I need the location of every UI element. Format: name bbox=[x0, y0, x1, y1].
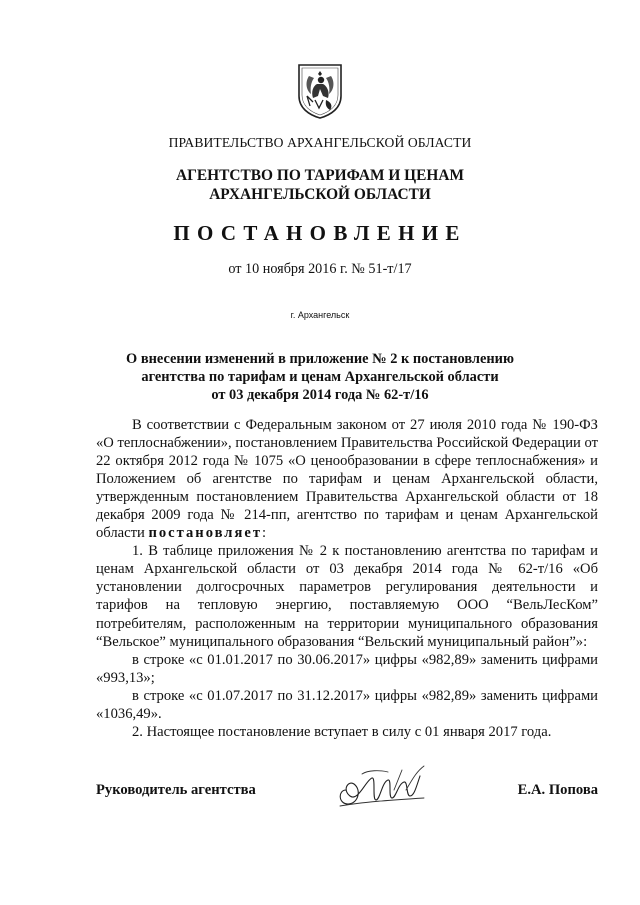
agency-title-line1: АГЕНТСТВО ПО ТАРИФАМ И ЦЕНАМ bbox=[175, 167, 465, 184]
date-number: от 10 ноября 2016 г. № 51-т/17 bbox=[228, 261, 412, 277]
city: г. Архангельск bbox=[290, 310, 350, 320]
subject-line1: О внесении изменений в приложение № 2 к постановлению bbox=[126, 351, 514, 367]
item-2: 2. Настоящее постановление вступает в силу с 01 января 2017 года. bbox=[132, 723, 552, 740]
preamble-text: В соответствии с Федеральным законом от 27 июля 2010 года № 190-ФЗ «О теплоснабжении», постановлением Правительства Российской Федерации от 22 октября 2012 года № 1075 «О ценообразовании в сфере теплоснабжения» и Положением об агентстве по тарифам и ценам Архангельской области, утвержденным постановлением Правительства Архангельской области от 18 декабря 2009 года № 214-пп, агентство по тарифам и ценам Архангельской области bbox=[96, 417, 598, 542]
coat-of-arms-icon bbox=[295, 62, 345, 120]
subject-line3: от 03 декабря 2014 года № 62-т/16 bbox=[211, 387, 429, 403]
agency-title-line2: АРХАНГЕЛЬСКОЙ ОБЛАСТИ bbox=[209, 186, 431, 203]
item-1-change-b: в строке «с 01.07.2017 по 31.12.2017» цифры «982,89» заменить цифрами «1036,49». bbox=[96, 687, 598, 722]
signatory-name: Е.А. Попова bbox=[517, 782, 598, 798]
decrees-word: постановляет bbox=[148, 525, 263, 542]
signature-image bbox=[332, 760, 432, 812]
document-body bbox=[96, 416, 598, 741]
subject-line2: агентства по тарифам и ценам Архангельской области bbox=[141, 369, 499, 385]
agency-title bbox=[0, 166, 640, 204]
signatory-position: Руководитель агентства bbox=[96, 782, 256, 798]
item-1-change-a: в строке «с 01.01.2017 по 30.06.2017» цифры «982,89» заменить цифрами «993,13»; bbox=[96, 651, 598, 686]
government-title: ПРАВИТЕЛЬСТВО АРХАНГЕЛЬСКОЙ ОБЛАСТИ bbox=[168, 135, 472, 150]
subject-heading bbox=[0, 350, 640, 404]
item-1: 1. В таблице приложения № 2 к постановлению агентства по тарифам и ценам Архангельской области от 03 декабря 2014 года № 62-т/16 «Об установлении долгосрочных параметров регулирования деятельности и тарифов на тепловую энергию, поставляемую ООО “ВельЛесКом” потребителям, расположенным на территории муниципального образования “Вельское” муниципального образования “Вельский муниципальный район”»: bbox=[96, 543, 598, 650]
decrees-colon: : bbox=[262, 525, 267, 542]
document-type: ПОСТАНОВЛЕНИЕ bbox=[173, 221, 467, 245]
preamble-paragraph bbox=[96, 416, 598, 542]
